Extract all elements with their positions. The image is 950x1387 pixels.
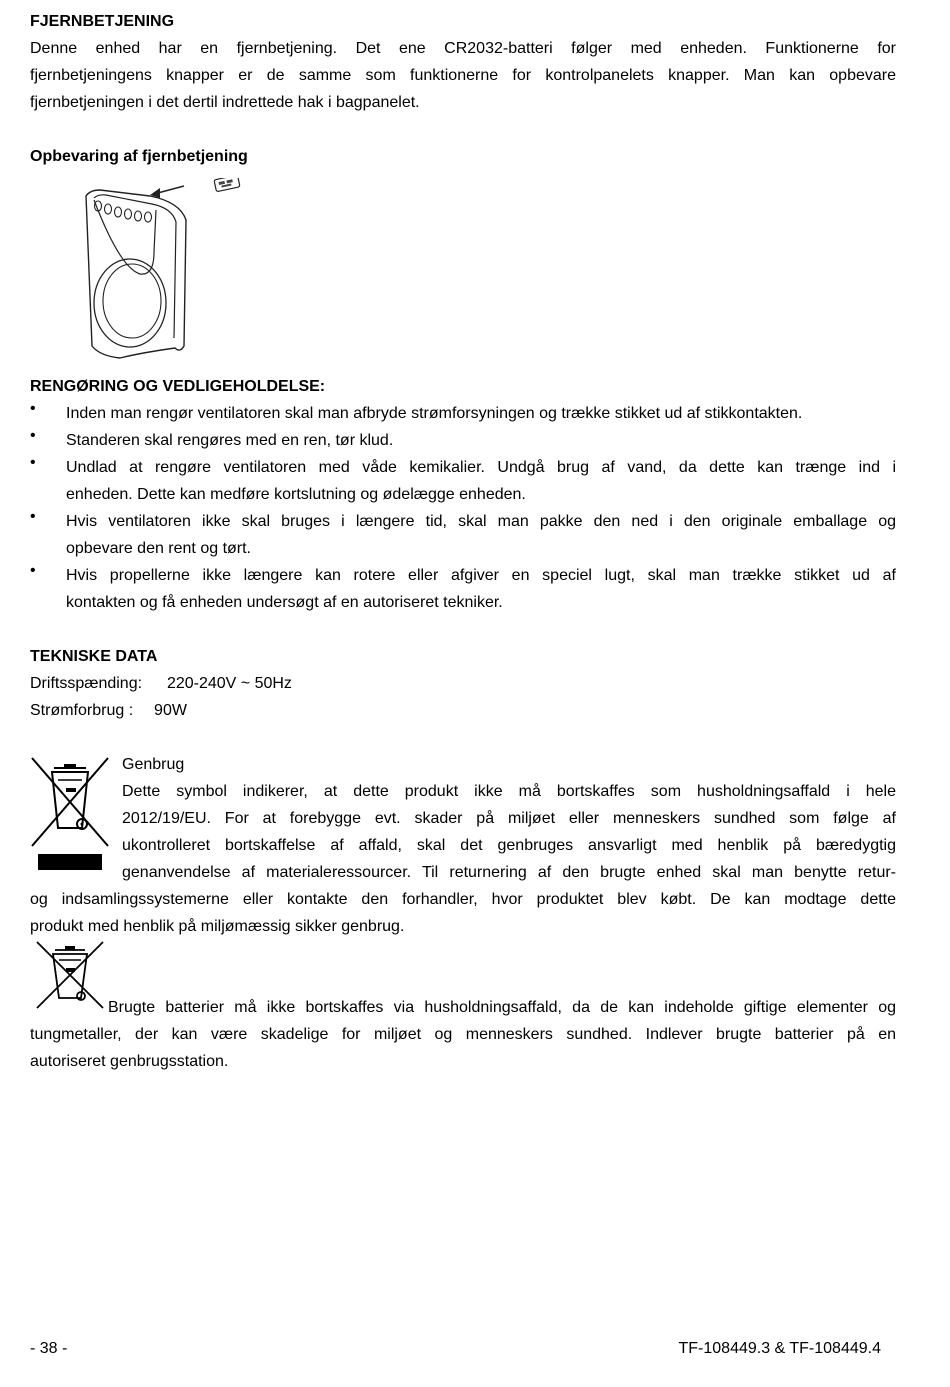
paragraph-line: Dette symbol indikerer, at dette produkt ikke må bortskaffes som husholdningsaffald i hele: [122, 783, 896, 800]
page-number: - 38 -: [30, 1340, 68, 1357]
paragraph-line: produkt med henblik på miljømæssig sikker genbrug.: [30, 918, 405, 935]
paragraph-line: autoriseret genbrugsstation.: [30, 1053, 229, 1070]
spec-voltage-value: 220-240V ~ 50Hz: [166, 675, 292, 692]
spec-power-label: Strømforbrug :: [30, 702, 134, 719]
section-heading-remote: FJERNBETJENING: [30, 13, 175, 30]
spec-power-value: 90W: [154, 702, 187, 719]
spec-voltage: [30, 670, 896, 697]
document-page: [30, 8, 896, 1075]
section-heading-tech: TEKNISKE DATA: [30, 648, 158, 665]
section-heading-storage: Opbevaring af fjernbetjening: [30, 148, 248, 165]
spec-voltage-label: Driftsspænding:: [30, 675, 143, 692]
list-item-line: opbevare den rent og tørt.: [66, 540, 251, 557]
list-item-line: kontakten og få enheden undersøgt af en autoriseret tekniker.: [66, 594, 503, 611]
battery-section: [30, 940, 896, 994]
paragraph-line: 2012/19/EU. For at forebygge evt. skader på miljøet eller menneskers sundhed som følge af: [122, 810, 896, 827]
paragraph-line: fjernbetjeningen i det dertil indrettede hak i bagpanelet.: [30, 94, 420, 111]
list-item-line: Hvis propellerne ikke længere kan rotere eller afgiver en speciel lugt, skal man trække stikket ud af: [66, 567, 896, 584]
list-item-line: Inden man rengør ventilatoren skal man afbryde strømforsyningen og trække stikket ud af stikkontakten.: [66, 405, 803, 422]
paragraph-line: fjernbetjeningens knapper er de samme som funktionerne for kontrolpanelets knapper. Man kan opbevare: [30, 67, 896, 84]
bullet-symbol: •: [30, 400, 36, 417]
fan-remote-storage-illustration: [30, 170, 896, 373]
list-item: [30, 454, 896, 508]
recycling-title: Genbrug: [122, 756, 185, 773]
list-item-line: enheden. Dette kan medføre kortslutning og ødelægge enheden.: [66, 486, 526, 503]
bullet-symbol: •: [30, 427, 36, 444]
fan-device-drawing: [80, 178, 280, 378]
paragraph-line: genanvendelse af materialeressourcer. Til returnering af den brugte enhed skal man benytte retur-: [122, 864, 896, 881]
list-item: [30, 562, 896, 616]
list-item-line: Hvis ventilatoren ikke skal bruges i længere tid, skal man pakke den ned i den originale emballage og: [66, 513, 896, 530]
list-item-line: Standeren skal rengøres med en ren, tør klud.: [66, 432, 394, 449]
section-heading-cleaning: RENGØRING OG VEDLIGEHOLDELSE:: [30, 378, 326, 395]
spec-power: [30, 697, 896, 724]
weee-battery-bin-icon: [35, 940, 105, 1015]
list-item: [30, 427, 896, 454]
weee-bin-icon: [30, 756, 110, 876]
list-item-line: Undlad at rengøre ventilatoren med våde kemikalier. Undgå brug af vand, da dette kan trænge ind i: [66, 459, 896, 476]
list-item: [30, 400, 896, 427]
paragraph-line: tungmetaller, der kan være skadelige for miljøet og menneskers sundhed. Indlever brugte batterier på en: [30, 1026, 896, 1043]
bullet-symbol: •: [30, 454, 36, 471]
bullet-symbol: •: [30, 562, 36, 579]
paragraph-line: ukontrolleret bortskaffelse af affald, skal det genbruges ansvarligt med henblik på bæredygtig: [122, 837, 896, 854]
model-number: TF-108449.3 & TF-108449.4: [678, 1340, 881, 1357]
bullet-symbol: •: [30, 508, 36, 525]
paragraph-line: Denne enhed har en fjernbetjening. Det ene CR2032-batteri følger med enheden. Funktionerne for: [30, 40, 896, 57]
paragraph-line: Brugte batterier må ikke bortskaffes via husholdningsaffald, da de kan indeholde giftige elementer og: [108, 999, 896, 1016]
paragraph-line: og indsamlingssystemerne eller kontakte den forhandler, hvor produktet blev købt. De kan modtage dette: [30, 891, 896, 908]
list-item: [30, 508, 896, 562]
recycling-section: [30, 751, 896, 940]
